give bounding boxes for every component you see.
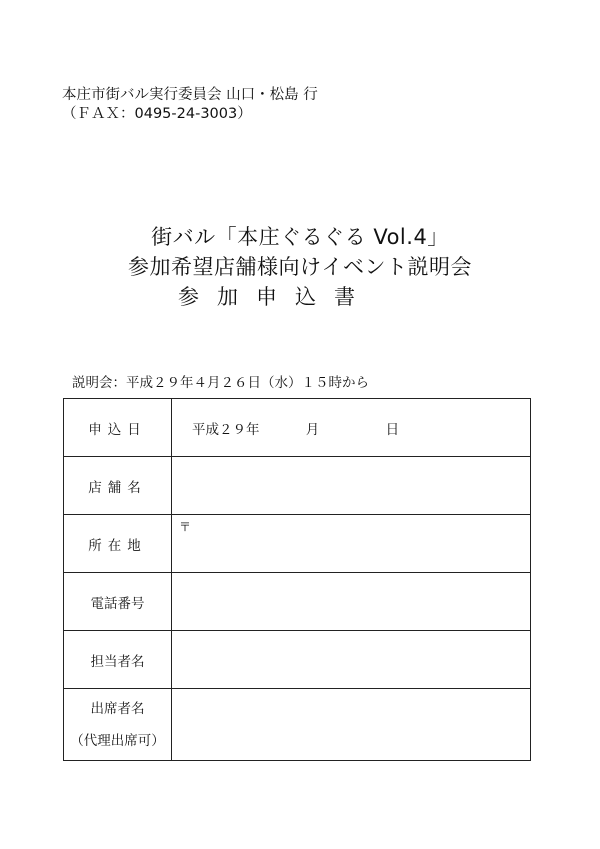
date-year: 平成２９年 xyxy=(192,421,260,438)
meeting-info: 説明会：平成２９年４月２６日（水）１５時から xyxy=(72,375,369,391)
date-month: 月 xyxy=(305,421,320,438)
date-day: 日 xyxy=(385,421,400,438)
postal-mark: 〒 xyxy=(179,520,192,534)
phone-field[interactable] xyxy=(172,573,531,631)
store-name-field[interactable] xyxy=(172,457,531,515)
title-briefing: 参加希望店舗様向けイベント説明会 xyxy=(128,255,472,279)
form-row-phone xyxy=(64,573,531,631)
date-label: 申込日 xyxy=(64,399,172,457)
phone-label: 電話番号 xyxy=(64,573,172,631)
addressee-block xyxy=(62,86,318,124)
form-row-attendee xyxy=(64,689,531,761)
date-field[interactable] xyxy=(172,399,531,457)
attendee-name-field[interactable] xyxy=(172,689,531,761)
addressee-fax: （ＦＡＸ：0495-24-3003） xyxy=(62,106,252,122)
addressee-name: 本庄市街バル実行委員会 山口・松島 行 xyxy=(62,87,318,103)
store-label: 店舗名 xyxy=(64,457,172,515)
title-event-name: 街バル「本庄ぐるぐる Vol.4」 xyxy=(151,225,449,249)
attendee-sublabel: （代理出席可） xyxy=(70,732,165,749)
document-title xyxy=(0,222,600,312)
form-row-address xyxy=(64,515,531,573)
attendee-label: 出席者名 xyxy=(90,700,145,717)
address-label: 所在地 xyxy=(64,515,172,573)
title-application-form: 参加申込書 xyxy=(178,285,373,309)
form-row-store xyxy=(64,457,531,515)
application-form-table xyxy=(63,398,531,761)
address-field[interactable] xyxy=(172,515,531,573)
attendee-label-cell xyxy=(64,689,172,761)
contact-name-field[interactable] xyxy=(172,631,531,689)
form-row-date xyxy=(64,399,531,457)
form-row-contact xyxy=(64,631,531,689)
contact-label: 担当者名 xyxy=(64,631,172,689)
